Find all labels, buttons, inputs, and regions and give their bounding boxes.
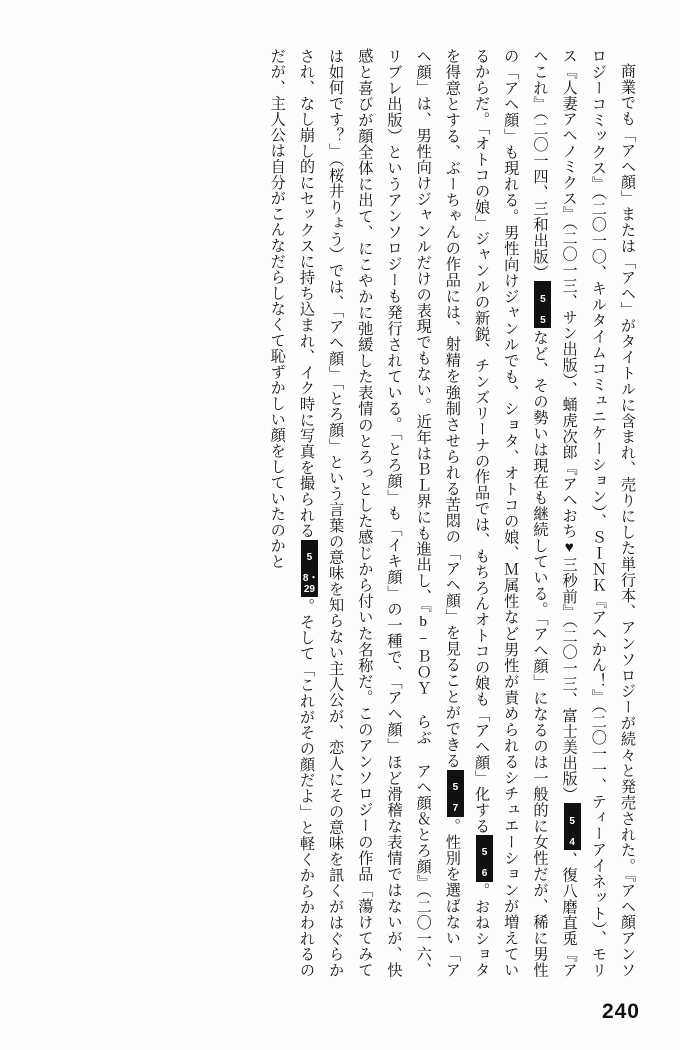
body-segment-text-8: 。そして「これがその顔だよ」と軽くからかわれるのだが、主人公は自分がこんなだらしなくて恥ずかしい顔をしていたのかと — [268, 48, 315, 978]
body-paragraph — [263, 48, 642, 978]
figure-reference-5-24: 図5 24 — [564, 803, 581, 850]
body-segment-text-6: 。 — [443, 817, 461, 835]
body-segment-text-7: 性別を選ばない「アヘ顔」は、男性向けジャンルだけの表現でもない。近年はＢＬ界にも進出し、『b−ＢＯＹ らぶ アヘ顔＆とろ顔』（二〇一六、リブレ出版）というアンソロジーも発行されている。「とろ顔」も「イキ顔」の一種で、「アヘ顔」ほど滑稽な表情ではないが、快感と喜びが顔全体に出て、にこやかに弛緩した表情のとろっとした感じから付いた名称だ。このアンソロジーの作品「蕩けてみては如何です？」（桜井りょう）では、「アヘ顔」「とろ顔」という言葉の意味を知らない主人公が、恋人にその意味を訊くがはぐらかされ、なし崩し的にセックスに持ち込まれ、イク時に写真を撮られる — [297, 48, 461, 979]
page-number: 240 — [601, 1000, 640, 1023]
body-segment-text-4: 「アヘ顔」になるのは一般的に女性だが、稀に男性の「アヘ顔」も現れる。男性向けジャンルでも、ショタ、オトコの娘、Ｍ属性など男性が責められるシチュエーションが増えているからだ。「オトコの娘」ジャンルの新鋭、チンズリーナの作品では、もちろんオトコの娘も「アヘ顔」化する — [473, 48, 549, 978]
body-segment-text-5: 。おねショタを得意とする、ぶーちゃんの作品には、射精を強制させられる苦悶の「アヘ顔」を見ることができる — [443, 48, 491, 978]
figure-reference-5-27: 図5 27 — [447, 770, 464, 817]
figure-reference-5-28-29: 図5 28・29 — [301, 540, 318, 598]
body-text-vertical — [52, 48, 642, 978]
figure-reference-5-26: 図5 26 — [476, 835, 493, 882]
body-segment-text-2: 、復八磨直兎『アヘこれ』（二〇一四、三和出版） — [531, 48, 578, 979]
figure-reference-5-25: 図5 25 — [534, 281, 551, 328]
body-segment-text-3: など、その勢いは現在も継続している。 — [531, 329, 549, 618]
body-segment-text-1: 商業でも「アヘ顔」または「アヘ」がタイトルに含まれ、売りにした単行本、アンソロジーが続々と発売された。『アヘ顔アンソロジーコミックス』（二〇一〇、キルタイムコミュニケーション）、ＳＩＮＫ『アヘかん！』（二〇一一、ティーアイネット）、モリス『人妻アヘノミクス』（二〇一三、サン出版）、蛹虎次郎『アヘおち♥三秒前』（二〇一三、富士美出版） — [560, 48, 636, 978]
